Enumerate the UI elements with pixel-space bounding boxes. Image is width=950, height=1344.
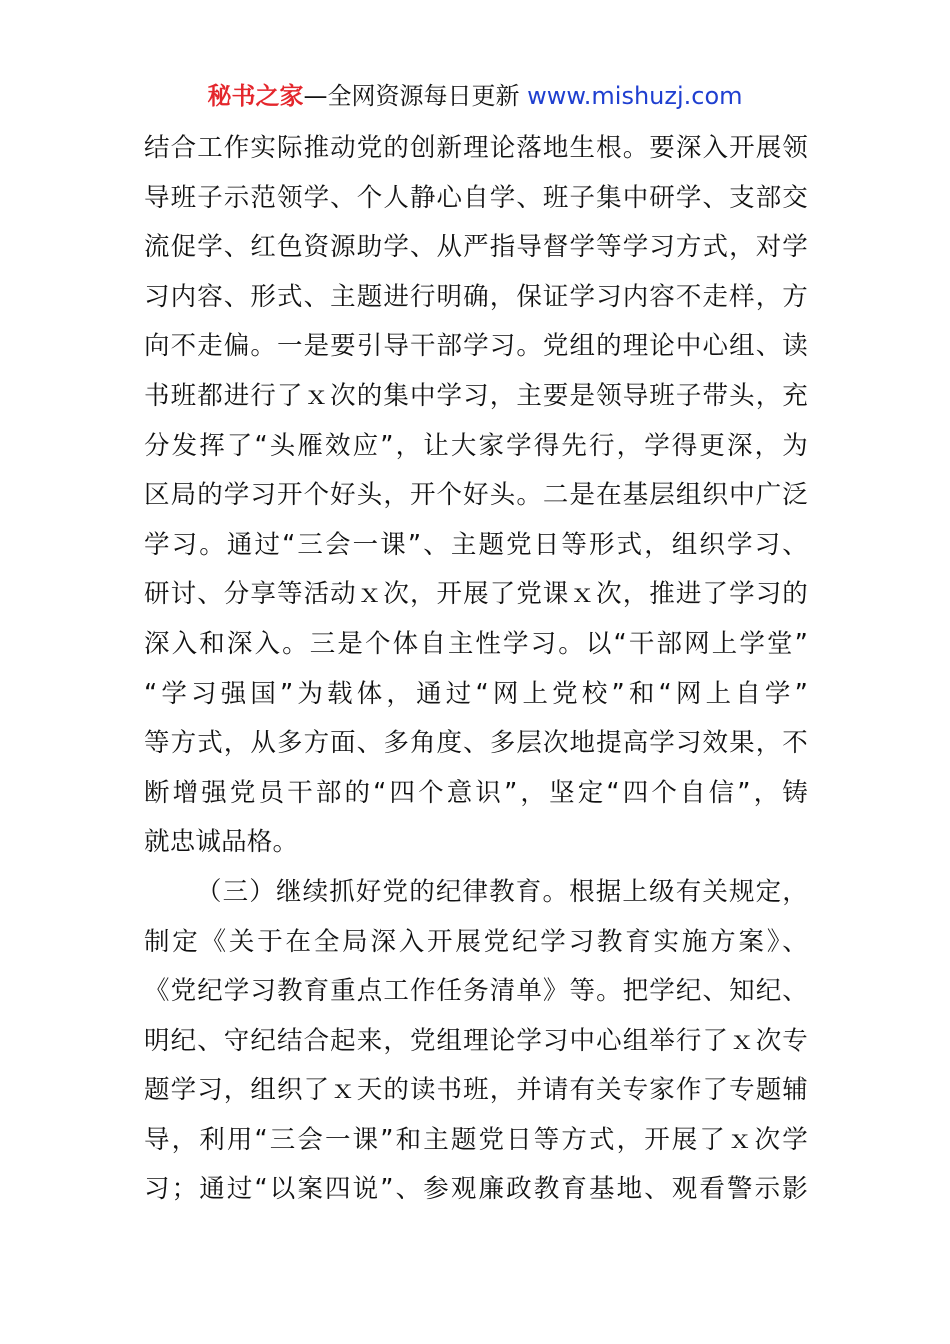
text-line: “学习强国”为载体，通过“网上党校”和“网上自学” <box>144 678 808 709</box>
text-line: 习；通过“以案四说”、参观廉政教育基地、观看警示影 <box>144 1174 808 1205</box>
text-line: 结合工作实际推动党的创新理论落地生根。要深入开展领 <box>144 133 808 163</box>
text-line: 明纪、守纪结合起来，党组理论学习中心组举行了ｘ次专 <box>144 1025 808 1056</box>
header-brand: 秘书之家 <box>207 82 304 110</box>
text-line: 分发挥了“头雁效应”，让大家学得先行，学得更深，为 <box>144 430 808 461</box>
text-line: 向不走偏。一是要引导干部学习。党组的理论中心组、读 <box>144 331 808 362</box>
text-line: 等方式，从多方面、多角度、多层次地提高学习效果，不 <box>144 728 808 759</box>
text-line: 研讨、分享等活动ｘ次，开展了党课ｘ次，推进了学习的 <box>144 579 808 610</box>
section-heading-line: （三）继续抓好党的纪律教育。根据上级有关规定， <box>196 876 808 907</box>
text-line: 导班子示范领学、个人静心自学、班子集中研学、支部交 <box>144 182 808 213</box>
body-text <box>144 124 808 1215</box>
text-line: 区局的学习开个好头，开个好头。二是在基层组织中广泛 <box>144 480 808 511</box>
text-line: 制定《关于在全局深入开展党纪学习教育实施方案》、 <box>144 926 808 957</box>
text-line: 流促学、红色资源助学、从严指导督学等学习方式，对学 <box>144 232 808 263</box>
page-header <box>0 80 950 112</box>
header-url-link[interactable]: www.mishuzj.com <box>527 82 743 110</box>
text-line: 导，利用“三会一课”和主题党日等方式，开展了ｘ次学 <box>144 1124 808 1155</box>
text-line: 《党纪学习教育重点工作任务清单》等。把学纪、知纪、 <box>144 976 808 1007</box>
text-line: 就忠诚品格。 <box>144 827 299 858</box>
text-line: 题学习，组织了ｘ天的读书班，并请有关专家作了专题辅 <box>144 1075 808 1106</box>
header-tagline: —全网资源每日更新 <box>303 82 528 110</box>
text-line: 断增强党员干部的“四个意识”，坚定“四个自信”，铸 <box>144 777 808 808</box>
text-line: 书班都进行了ｘ次的集中学习，主要是领导班子带头，充 <box>144 380 808 411</box>
text-line: 习内容、形式、主题进行明确，保证学习内容不走样，方 <box>144 281 808 312</box>
text-line: 学习。通过“三会一课”、主题党日等形式，组织学习、 <box>144 529 808 560</box>
text-line: 深入和深入。三是个体自主性学习。以“干部网上学堂” <box>144 628 808 659</box>
